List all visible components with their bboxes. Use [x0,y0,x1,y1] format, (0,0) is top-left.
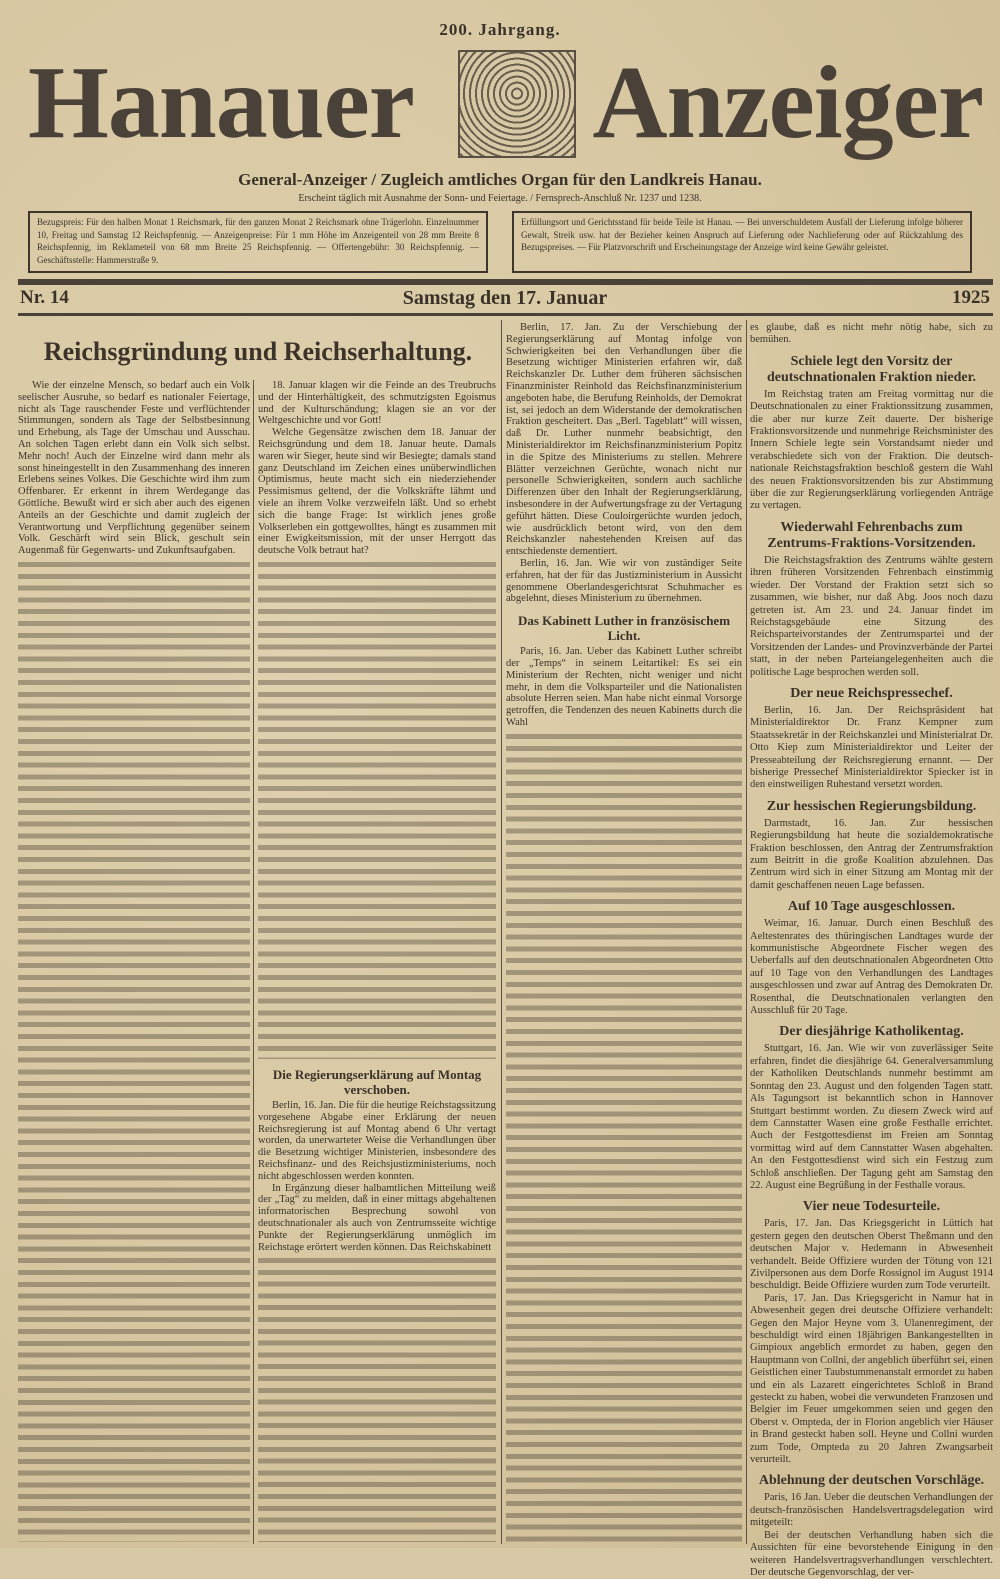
issue-date: Samstag den 17. Januar [402,287,608,309]
paragraph: Berlin, 16. Jan. Wie wir von zuständiger Seite erfahren, hat der für das Justizministerium in Aussicht genommene Oberlandesgerichtsrat Schuhmacher es abgelehnt, dieses Ministerium zu übernehmen. [506,557,742,605]
masthead-subtitle: General-Anzeiger / Zugleich amtliches Organ für den Landkreis Hanau. [238,170,762,189]
paragraph: Bei der deutschen Verhandlung haben sich die Aussichten für eine bevorstehende Einigung in den weiteren Handelsvertragsverhandlungen verschlechtert. Der deutsche Gegenvorschlag, der ver- [750,1529,993,1578]
paragraph: Weimar, 16. Januar. Durch einen Beschluß des Aeltestenrates des thüringischen Landtages wurde der kommunistische Abgeordnete Fischer wegen des Ueberfalls auf den deutschnationalen Abgeordneten Otto auf 10 Tage von den Verhandlungen des Landtages ausgeschlossen und zwar auf Antrag des Demokraten Dr. Rosenthal, die Deutschnationalen verlangten den Ausschluß für 20 Tage. [750,918,993,1017]
article-headline: Das Kabinett Luther in französischem Licht. [517,613,731,644]
article-headline: Schiele legt den Vorsitz der deutschnationalen Fraktion nieder. [766,353,977,385]
column-1 [18,380,250,1542]
column-3 [506,322,742,1542]
paragraph: Paris, 17. Jan. Das Kriegsgericht in Namur hat in Abwesenheit gegen drei deutsche Offiziere verhandelt: Gegen den Major Heyne vom 3. Ulanenregiment, der beschuldigt wird einen 18jährigen Bankangestellten in Gimpioux angeblich ermordet zu haben, gegen den Hauptmann von Collni, der angeblich überführt sei, einen Geistlichen einer Taubstummenanstalt ermordet zu haben und ein als Lazarett eingerichtetes Schloß in Brand gesteckt zu haben, wobei die verwundeten Franzosen und Belgier im Feuer umgekommen seien und gegen den Oberst v. Omptedа, der in Florion angeblich vier Häuser in Brand gesteckt haben soll. Heyne und Collni wurden zum Tode, Omptedа zu 20 Jahren Zwangsarbeit verurteilt. [750,1292,993,1466]
paragraph: Paris, 16. Jan. Ueber das Kabinett Luther schreibt der „Temps“ in seinem Leitartikel: Es sei ein Ministerium der Rechten, nicht weniger und nicht mehr, in dem die Volksparteiler und die Nationalisten absolute Herren seien. Man habe nicht einmal Vorsorge getroffen, die Tendenzen des neuen Kabinetts durch die Wahl [506,646,742,728]
paragraph: Darmstadt, 16. Jan. Zur hessischen Regierungsbildung hat heute die sozialdemokratische Fraktion beschlossen, den Antrag der Zentrumsfraktion zum Beitritt in die große Koalition abzulehnen. Das Zentrum wird sich in einer Sitzung am Montag mit der damit geschaffenen neuen Lage befassen. [750,817,993,891]
article-headline: Der diesjährige Katholikentag. [779,1024,964,1040]
paragraph: Stuttgart, 16. Jan. Wie wir von zuverlässiger Seite erfahren, findet die diesjährige 64. Generalversammlung der Katholiken Deutschlands nunmehr bestimmt am Sonntag den 23. August und den folgenden Tagen statt. Als Tagungsort ist bekanntlich schon in Hannover Stuttgart bestimmt worden. Zu diesem Zweck wird auf dem Cannstatter Wasen eine große Festhalle errichtet. Auch der Festgottesdienst im Freien am Sonntag vormittag wird auf dem Cannstatter Wasen abgehalten. An den Festgottesdienst wird sich ein Festzug zum Schloß anschließen. Der Tagung geht am Samstag den 22. August eine Begrüßung in der Festhalle voraus. [750,1043,993,1191]
article-headline: Wiederwahl Fehrenbachs zum Zentrums-Fraktions-Vorsitzenden. [767,519,976,551]
dateline [20,287,990,311]
paragraph: Die Reichstagsfraktion des Zentrums wählte gestern ihren früheren Vorsitzenden Fehrenbach einstimmig wieder. Der Vorstand der Fraktion setzt sich so zusammen, wie bisher, nur daß Abg. Joos noch dazu getreten ist. Am 23. und 24. Januar findet im Reichstagsgebäude eine Sitzung des Reichsparteivorstandes der Zentrumspartei und der Vorsitzenden der Landes- und Provinzverbände der Partei statt, in der neben Parteiangelegenheiten auch die politische Lage besprochen werden soll. [750,554,993,678]
article-headline: Der neue Reichspressechef. [790,685,953,701]
masthead-title-left: Hanauer [28,45,414,160]
article-headline: Auf 10 Tage ausgeschlossen. [787,899,956,915]
paragraph: Im Reichstag traten am Freitag vormittag nur die Deutschnationalen zu einer Fraktionssitzung zusammen, die aber nur kurze Zeit dauerte. Der bisherige Fraktionsvorsitzende und nunmehrige Reichsminister des Innern Schiele legte sein Vorstandsamt nieder und verabschiedete sich von der Fraktion. Die deutsch-nationale Reichstagsfraktion beschloß gestern die Wahl des neuen Fraktionsvorsitzenden bis zur Abstimmung über die zur Regierungserklärung vorliegenden Anträge zu vertagen. [750,388,993,512]
article-headline: Ablehnung der deutschen Vorschläge. [758,1473,985,1489]
issue-year: 1925 [952,287,990,308]
column-4 [750,322,993,1578]
publication-info: Erscheint täglich mit Ausnahme der Sonn- und Feiertage. / Fernsprech-Anschluß Nr. 1237 und 1238. [298,193,702,204]
paragraph: Paris, 17. Jan. Das Kriegsgericht in Lüttich hat gestern gegen den deutschen Oberst Theßmann und den deutschen Major v. Hedemann in Abwesenheit verhandelt. Beide Offiziere wurden der Tötung von 121 Zivilpersonen aus dem Dorfe Rossignol im August 1914 beschuldigt. Beide Offiziere wurden zum Tode verurteilt. [750,1218,993,1292]
volume-label: 200. Jahrgang. [439,20,561,39]
divider [18,279,993,285]
coat-of-arms-icon [458,50,576,158]
paragraph: Berlin, 16. Jan. Die für die heutige Reichstagssitzung vorgesehene Abgabe einer Erklärung der neuen Reichsregierung ist auf Montag abend 6 Uhr vertagt worden, da unerwarteter Weise die Verhandlungen über die Besetzung wichtiger Ministerien, insbesondere des Reichsfinanz- und des Reichsjustizministeriums, noch nicht abgeschlossen werden konnten. [258,1099,496,1182]
column-rule [501,320,502,1544]
issue-number: Nr. 14 [20,287,69,308]
paragraph: In Ergänzung dieser halbamtlichen Mitteilung weiß der „Tag“ zu melden, daß in einer mittags abgehaltenen informatorischen Besprechung sowohl von deutschnationaler als auch von Zentrumsseite wichtige Punkte der Regierungserklärung unmöglich im Reichstage erörtert werden können. Das Reichskabinett [258,1182,496,1253]
subscription-box: Bezugspreis: Für den halben Monat 1 Reichsmark, für den ganzen Monat 2 Reichsmark ohne Trägerlohn. Einzelnummer 10, Freitag und Samstag 12 Reichspfennig. — Anzeigenpreise: Für 1 mm Höhe im Anzeigenteil von 28 mm Breite 8 Reichspfennig, im Reklameteil von 68 mm Breite 25 Reichspfennig. — Offertengebühr: 30 Reichspfennig. — Geschäftsstelle: Hammerstraße 9. [28,211,488,273]
paragraph: Welche Gegensätze zwischen dem 18. Januar der Reichsgründung und dem 18. Januar heute. Damals waren wir Sieger, heute sind wir Besiegte; damals stand ganz Deutschland im Zeichen eines unüberwindlichen Optimismus, heute macht sich ein niederziehender Pessimismus geltend, der die Volkskräfte lähmt und viele an ihrem Volke verzweifeln läßt. Und so erhebt sich die bange Frage: Ist wirklich jenes große Volkserleben ein gottgewolltes, hängt es zusammen mit einer Ewigkeitsmission, mit der unser Herrgott das deutsche Volk betraut hat? [258,427,496,557]
paragraph: Wie der einzelne Mensch, so bedarf auch ein Volk seelischer Ausruhe, so bedarf es nationaler Feiertage, nicht als Tage rauschender Feste und verflüchtender Stimmungen, sondern als Tage der Selbstbesinnung und Erhebung, als Tage der Umschau und Ausschau. An solchen Tagen erlebt dann ein Volk sich selbst. Mehr noch! Auch der Einzelne wird dann mehr als sonst hineingestellt in den Zusammenhang des inneren Erlebens seines Volkes. Die Geschichte wird ihm zum Offenbarer. Er erkennt in ihrem Werdegange das Göttliche. Bewußt wird er sich aber auch des eigenen Anteils an der Geschichte und damit zugleich der Verantwortung und Verpflichtung gegenüber seinem Volk. Geschärft wird sein Blick, geschult sein Augenmaß für Gegenwarts- und Zukunftsaufgaben. [18,380,250,557]
article-headline: Vier neue Todesurteile. [802,1199,941,1215]
illegible-text [18,559,250,1542]
lead-headline: Reichsgründung und Reichserhaltung. [43,337,473,366]
illegible-text [258,559,496,1059]
illegible-text [506,731,742,1542]
paragraph: Berlin, 17. Jan. Zu der Verschiebung der Regierungserklärung auf Montag infolge von Schwierigkeiten bei den Verhandlungen über die Besetzung wichtiger Ministerien erfahren wir, daß Reichskanzler Dr. Luther dem früheren sächsischen Finanzminister Reinhold das Reichsfinanzministerium angeboten habe, die Berufung Reinholds, der Demokrat ist, sei jedoch an dem Widerstande der demokratischen Fraktion gescheitert. Das „Berl. Tageblatt“ will wissen, daß Dr. Luther nunmehr beabsichtigt, den Ministerialdirektor im Reichsfinanzministerium Popitz in die Spitze des Ministeriums zu stellen. Mehrere Blätter verzeichnen Gerüchte, wonach nicht nur personelle Schwierigkeiten, sondern auch sachliche Differenzen über den Inhalt der Regierungserklärung, insbesondere in der Aufwertungsfrage zu der Vertagung geführt hätten. Diese Couloirgerüchte wurden jedoch, wie ausdrücklich betont wird, von den dem Reichskanzler nahestehenden Kreisen auf das entschiedenste dementiert. [506,322,742,558]
paragraph: es glaube, daß es nicht mehr nötig habe, sich zu bemühen. [750,322,993,346]
paragraph: Berlin, 16. Jan. Der Reichspräsident hat Ministerialdirektor Dr. Franz Kempner zum Staatssekretär in der Reichskanzlei und Ministerialrat Dr. Otto Kiep zum Ministerialdirektor und Leiter der Presseabteilung der Reichsregierung ernannt. — Der bisherige Pressechef Ministerialdirektor Spiecker ist in den einstweiligen Ruhestand versetzt worden. [750,704,993,791]
column-rule [746,320,747,1544]
article-headline: Die Regierungserklärung auf Montag verschoben. [272,1066,482,1097]
divider [18,313,993,316]
terms-box: Erfüllungsort und Gerichtsstand für beide Teile ist Hanau. — Bei unverschuldetem Ausfall der Lieferung infolge höherer Gewalt, Streik usw. hat der Bezieher keinen Anspruch auf Lieferung oder Nachlieferung oder auf Rückzahlung des Bezugspreises. — Für Platzvorschrift und Erscheinungstage der Anzeige wird keine Gewähr geleistet. [512,211,972,273]
column-2 [258,380,496,1542]
paragraph: Paris, 16 Jan. Ueber die deutschen Verhandlungen der deutsch-französischen Handelsvertragsdelegation wird mitgeteilt: [750,1492,993,1529]
illegible-text [258,1255,496,1542]
masthead [18,40,983,165]
paragraph: 18. Januar klagen wir die Feinde an des Treubruchs und der Hinterhältigkeit, des schmutzigsten Egoismus und der Kulturschändung; klagen sie an vor der Weltgeschichte und vor Gott! [258,380,496,427]
column-rule [253,380,254,1544]
masthead-title-right: Anzeiger [592,45,983,160]
article-headline: Zur hessischen Regierungsbildung. [766,798,977,814]
